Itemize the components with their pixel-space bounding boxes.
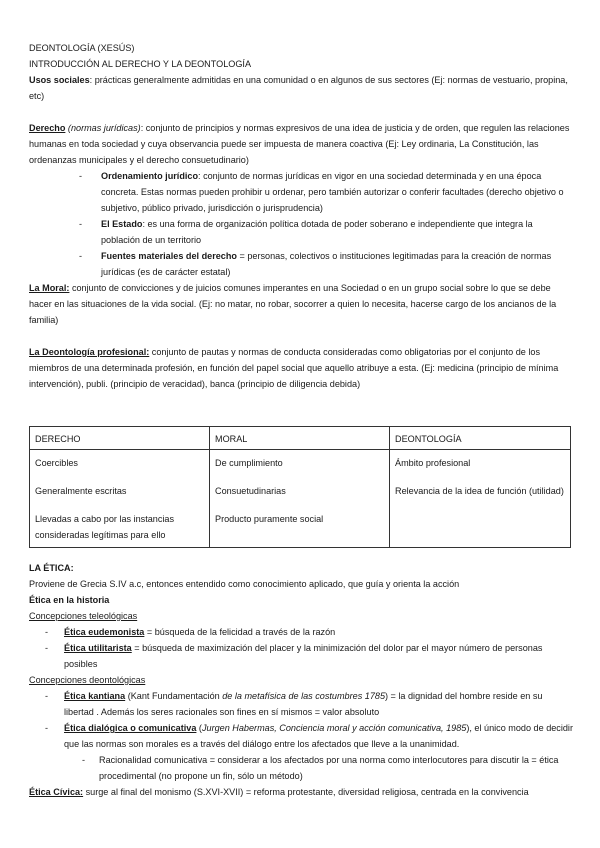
cell-derecho (30, 450, 210, 548)
etica-heading: LA ÉTICA: (29, 563, 74, 573)
table-cell-item: De cumplimiento (215, 458, 283, 468)
list-item (29, 720, 574, 752)
moral-text: conjunto de convicciones y de juicios comunes imperantes en una Sociedad o en un grupo social sobre lo que se debe hacer en las situaciones de la vida social. (Ej: no matar, no robar, socorrer a quien lo necesita, hacerse cargo de los ancianos de la familia) (29, 283, 557, 325)
etica-intro: Proviene de Grecia S.IV a.c, entonces entendido como conocimiento aplicado, que guía y orienta la acción (29, 579, 460, 589)
list-item-term: Ética utilitarista (64, 643, 132, 653)
list-item (29, 248, 574, 280)
derecho-text: : conjunto de principios y normas expresivos de una idea de justicia y de orden, que regulen las relaciones humanas en toda sociedad y cuya observancia puede ser impuesta de manera coactiva (Ej: Ley ordinaria, La Constitución, las ordenanzas municipales y el derecho consuetudinario) (29, 123, 570, 165)
list-item-text: : es una forma de organización política dotada de poder soberano e independiente que integra la población de un territorio (101, 219, 533, 245)
table-header-row (30, 427, 571, 450)
deontologicas-list (29, 688, 574, 752)
civica-text: surge al final del monismo (S.XVI-XVII) = reforma protestante, diversidad religiosa, centrada en la convivencia (83, 787, 529, 797)
list-item (29, 688, 574, 720)
deontologicas-heading: Concepciones deontológicas (29, 675, 146, 685)
list-item-text: ) = la dignidad del hombre reside en su libertad . Además los seres racionales son fines en sí mismos = valor absoluto (64, 691, 543, 717)
list-item-text: (Kant Fundamentación (125, 691, 223, 701)
cell-deontologia (390, 450, 571, 548)
moral-paragraph (29, 280, 574, 328)
list-item (29, 624, 574, 640)
deontologia-text: conjunto de pautas y normas de conducta consideradas como obligatorias por el conjunto de los miembros de una determinada profesión, en función del papel social que aquello atribuye a esta. (Ej: medicina (principio de mínima intervención), publi. (principio de veracidad), banca (principio de diligencia debida) (29, 347, 559, 389)
list-item (29, 216, 574, 248)
deontologia-term: La Deontología profesional: (29, 347, 150, 357)
table-cell-item: Llevadas a cabo por las instancias consideradas legítimas para ello (35, 514, 175, 540)
list-item-italic: de la metafísica de las costumbres 1785 (222, 691, 385, 701)
doc-subtitle: INTRODUCCIÓN AL DERECHO Y LA DEONTOLOGÍA (29, 59, 252, 69)
deontologia-paragraph (29, 344, 574, 392)
list-item (29, 640, 574, 672)
derecho-list (29, 168, 574, 280)
etica-historia: Ética en la historia (29, 595, 110, 605)
list-item-text: ), el único modo de decidir que las normas son morales es a través del diálogo entre los afectados que lleve a la unanimidad. (64, 723, 573, 749)
table-cell-item: Relevancia de la idea de función (utilidad) (395, 486, 564, 496)
list-item-term: Ética eudemonista (64, 627, 145, 637)
document-page (29, 40, 574, 800)
list-item-term: El Estado (101, 219, 143, 229)
list-item: - Racionalidad comunicativa = considerar a los afectados por una norma como interlocutores para discutir la = ética procedimental (no propone un fin, sólo un método) (29, 752, 574, 784)
header-deontologia: DEONTOLOGÍA (390, 427, 571, 450)
dialogica-sublist (29, 752, 574, 784)
list-item-text: : conjunto de normas jurídicas en vigor en una sociedad determinada y en una época concreta. Estas normas pueden prohibir u ordenar, pero también autorizar o conferir facultades (derecho objetivo o subjetivo, público privado, jurisdicción o jurisprudencia) (101, 171, 564, 213)
table-cell-item: Consuetudinarias (215, 486, 286, 496)
usos-sociales-paragraph (29, 72, 574, 104)
moral-term: La Moral: (29, 283, 70, 293)
derecho-paragraph (29, 120, 574, 168)
list-item-text: ( (196, 723, 202, 733)
civica-term: Ética Cívica: (29, 787, 84, 797)
header-moral: MORAL (210, 427, 390, 450)
list-item-term: Ética dialógica o comunicativa (64, 723, 197, 733)
list-item-italic: Jurgen Habermas, Conciencia moral y acción comunicativa, 1985 (201, 723, 467, 733)
cell-moral (210, 450, 390, 548)
teleologicas-heading: Concepciones teleológicas (29, 611, 138, 621)
table-row (30, 450, 571, 548)
list-item-text: = búsqueda de maximización del placer y la minimización del dolor par el mayor número de personas posibles (64, 643, 543, 669)
derecho-italic: (normas jurídicas) (67, 123, 141, 133)
table-cell-item: Ámbito profesional (395, 458, 471, 468)
list-item (29, 168, 574, 216)
list-item-term: Ética kantiana (64, 691, 126, 701)
doc-title: DEONTOLOGÍA (XESÚS) (29, 43, 135, 53)
list-item-term: Fuentes materiales del derecho (101, 251, 237, 261)
usos-sociales-term: Usos sociales (29, 75, 90, 85)
usos-sociales-text: : prácticas generalmente admitidas en una comunidad o en algunos de sus sectores (Ej: normas de vestuario, propina, etc) (29, 75, 568, 101)
derecho-term: Derecho (29, 123, 66, 133)
civica-paragraph (29, 784, 574, 800)
table-cell-item: Coercibles (35, 458, 78, 468)
table-cell-item: Producto puramente social (215, 514, 324, 524)
list-item-text: = personas, colectivos o instituciones legitimadas para la creación de normas jurídicas (es de carácter estatal) (101, 251, 552, 277)
list-item-text: = búsqueda de la felicidad a través de la razón (144, 627, 336, 637)
teleologicas-list (29, 624, 574, 672)
list-item-term: Ordenamiento jurídico (101, 171, 199, 181)
header-derecho: DERECHO (30, 427, 210, 450)
table-cell-item: Generalmente escritas (35, 486, 127, 496)
comparison-table (29, 426, 571, 548)
